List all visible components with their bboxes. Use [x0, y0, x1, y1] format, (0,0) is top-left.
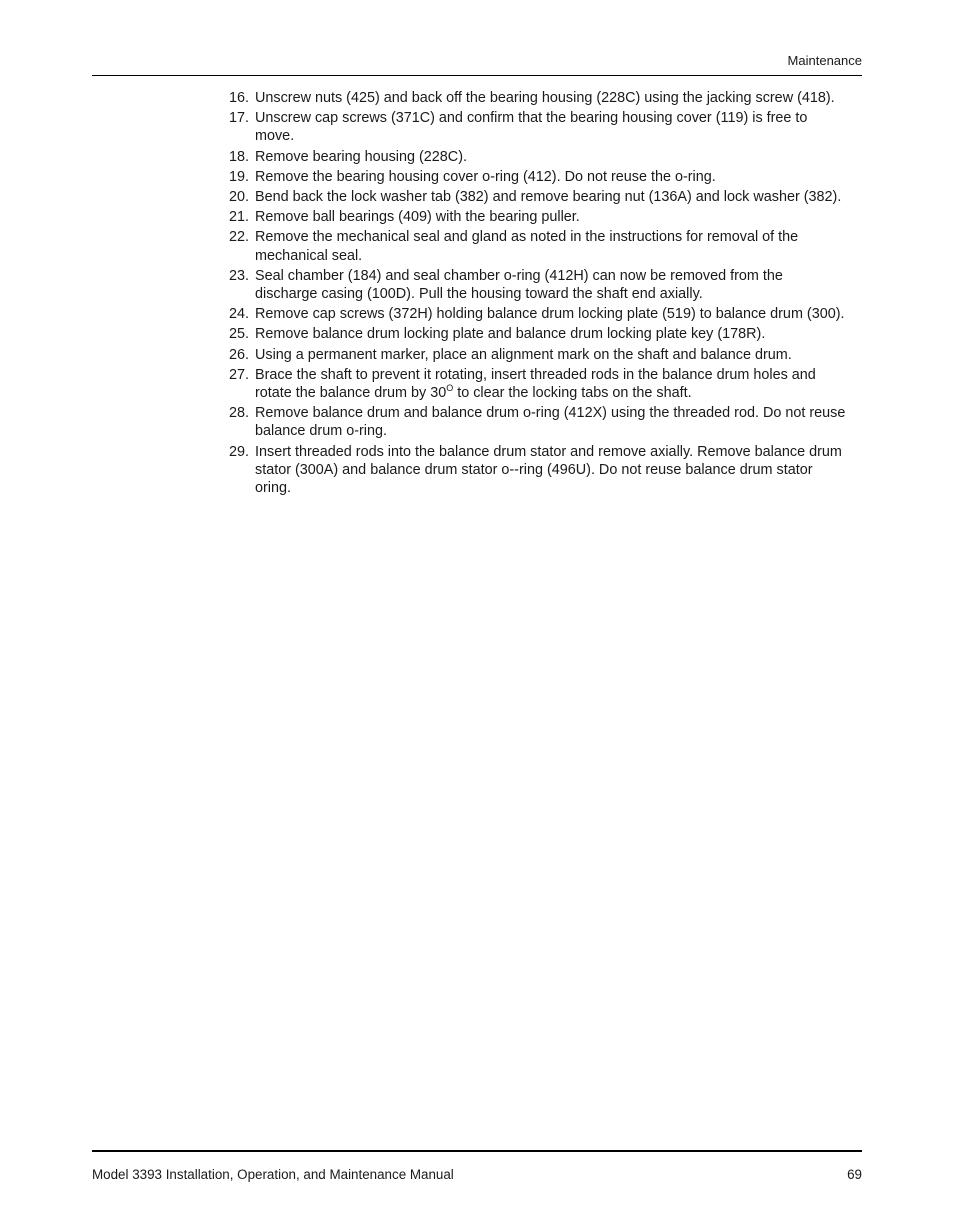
step-item — [229, 404, 849, 440]
step-number: 22. — [229, 229, 250, 246]
step-text: Remove balance drum and balance drum o-ring (412X) using the threaded rod. Do not reuse balance drum o-ring. — [255, 405, 846, 440]
step-item — [229, 208, 849, 226]
step-text: Remove the mechanical seal and gland as noted in the instructions for removal of the mechanical seal. — [255, 229, 799, 264]
step-item — [229, 228, 849, 264]
step-item — [229, 267, 849, 303]
step-number: 24. — [229, 306, 250, 323]
step-item — [229, 366, 849, 402]
step-item — [229, 168, 849, 186]
step-text: Unscrew nuts (425) and back off the bearing housing (228C) using the jacking screw (418). — [255, 90, 835, 106]
step-text-before: Brace the shaft to prevent it rotating, insert threaded rods in the balance drum holes and rotate the balance drum by 30 — [255, 366, 816, 402]
step-number: 17. — [229, 110, 250, 127]
step-number: 18. — [229, 148, 250, 165]
step-item — [229, 346, 849, 364]
step-item — [229, 305, 849, 323]
step-text: Remove ball bearings (409) with the bearing puller. — [255, 209, 580, 226]
step-text: Using a permanent marker, place an alignment mark on the shaft and balance drum. — [255, 346, 792, 363]
step-text: Seal chamber (184) and seal chamber o-ring (412H) can now be removed from the discharge casing (100D). Pull the housing toward the shaft end axially. — [255, 267, 783, 303]
step-item — [229, 188, 849, 206]
step-text: Bend back the lock washer tab (382) and remove bearing nut (136A) and lock washer (382). — [255, 189, 842, 206]
step-number: 26. — [229, 346, 250, 363]
step-number: 20. — [229, 189, 250, 206]
step-number: 28. — [229, 405, 250, 422]
step-text-after: to clear the locking tabs on the shaft. — [453, 385, 692, 402]
header-section-name: Maintenance — [787, 53, 862, 68]
running-footer — [92, 1150, 862, 1182]
footer-manual-title: Model 3393 Installation, Operation, and Maintenance Manual — [92, 1167, 454, 1182]
step-number: 21. — [229, 209, 250, 226]
step-number: 25. — [229, 326, 250, 343]
step-text: Remove cap screws (372H) holding balance drum locking plate (519) to balance drum (300). — [255, 306, 845, 323]
step-number: 19. — [229, 168, 250, 185]
step-text: Remove bearing housing (228C). — [255, 148, 467, 165]
step-item — [229, 109, 849, 145]
step-item — [229, 325, 849, 343]
step-item — [229, 148, 849, 166]
step-text: Remove the bearing housing cover o-ring (412). Do not reuse the o-ring. — [255, 168, 716, 185]
procedure-steps — [229, 89, 849, 499]
step-number: 16. — [229, 90, 250, 106]
step-number: 23. — [229, 267, 250, 284]
footer-page-number: 69 — [847, 1167, 862, 1182]
step-text — [255, 367, 816, 401]
step-item — [229, 443, 849, 498]
step-text: Unscrew cap screws (371C) and confirm that the bearing housing cover (119) is free to move. — [255, 110, 808, 145]
step-number: 29. — [229, 443, 250, 460]
step-text: Insert threaded rods into the balance drum stator and remove axially. Remove balance drum stator (300A) and balance drum stator o--ring (496U). Do not reuse balance drum stator oring. — [255, 443, 842, 497]
step-text: Remove balance drum locking plate and balance drum locking plate key (178R). — [255, 326, 766, 343]
running-header — [92, 52, 862, 76]
degree-superscript: O — [446, 383, 454, 394]
step-item — [229, 89, 849, 107]
step-number: 27. — [229, 366, 250, 383]
